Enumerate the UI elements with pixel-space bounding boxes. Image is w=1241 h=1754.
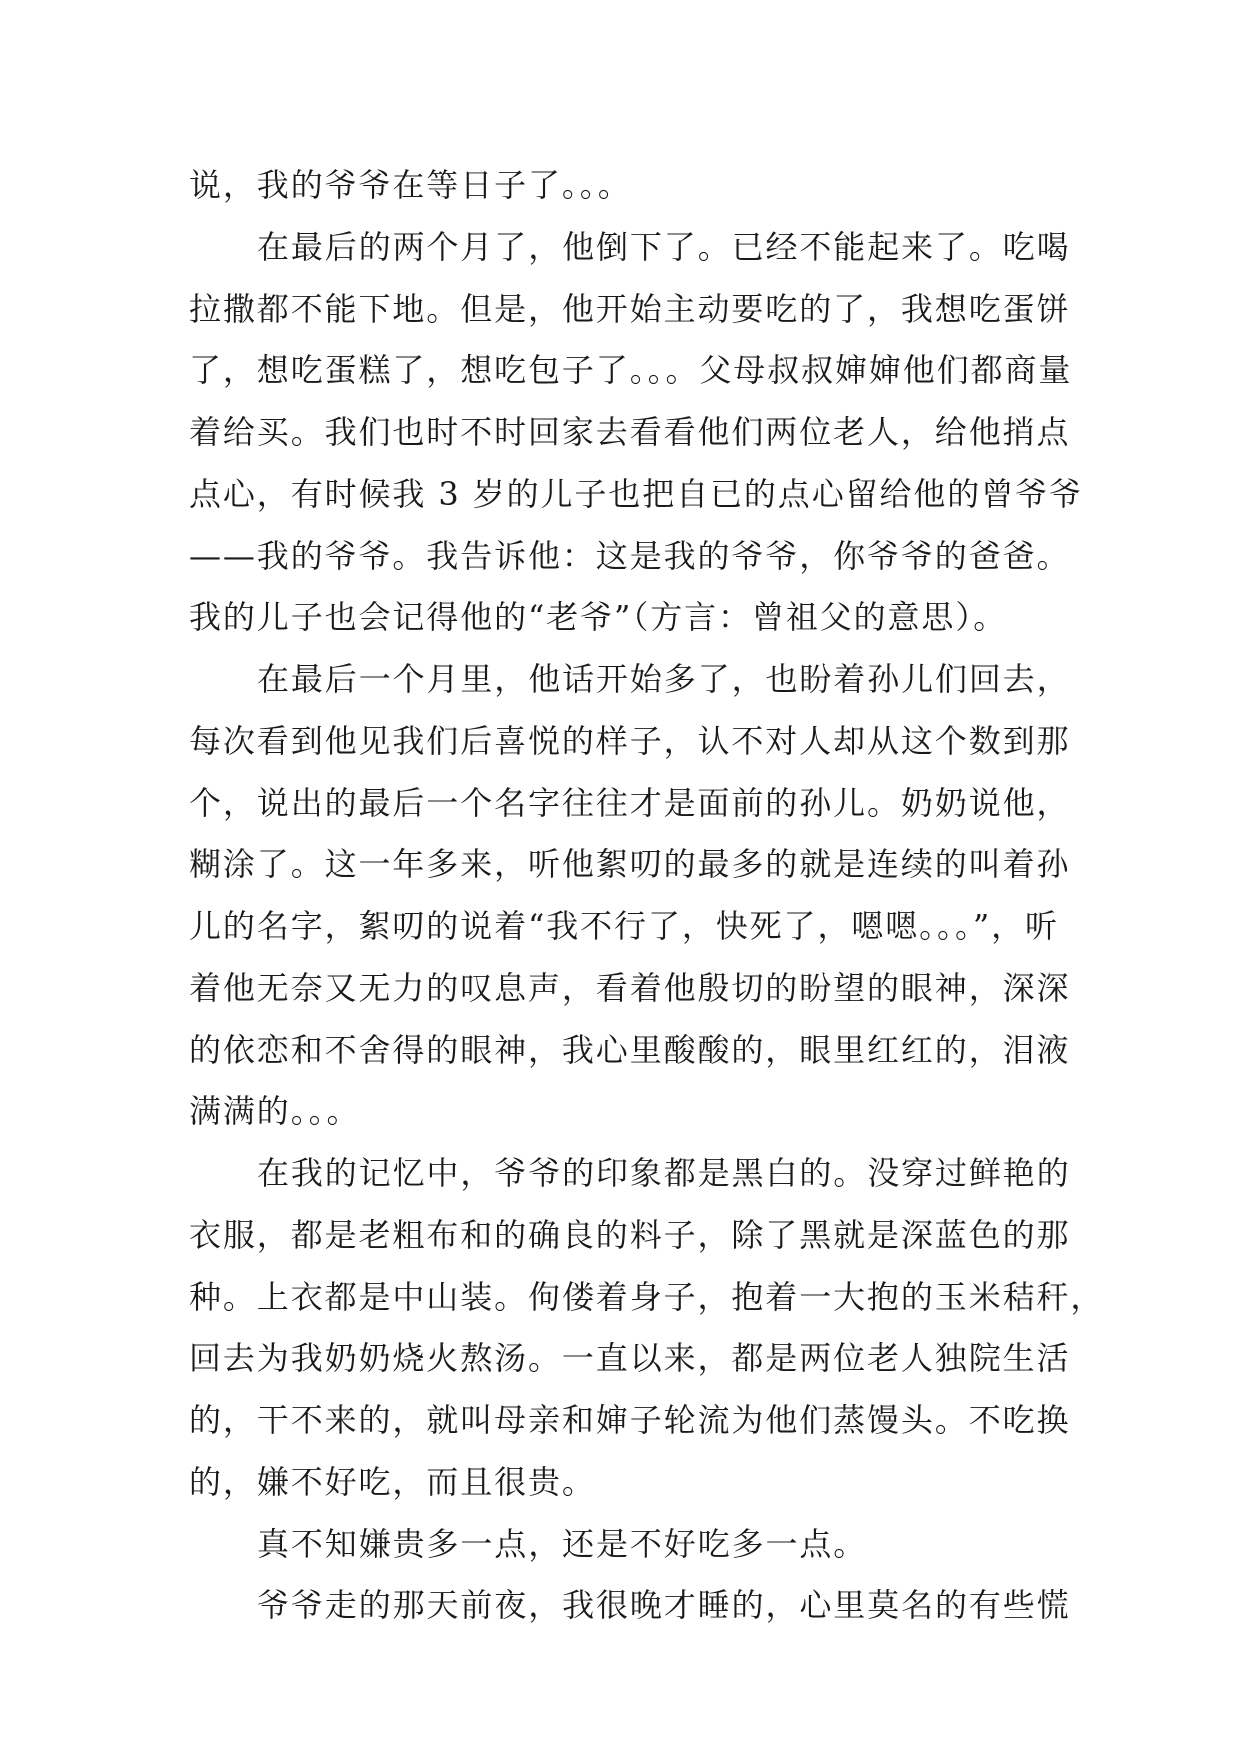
text-line: ——我的爷爷。我告诉他：这是我的爷爷，你爷爷的爸爸。 <box>189 536 1071 575</box>
text-line: 在我的记忆中，爷爷的印象都是黑白的。没穿过鲜艳的 <box>257 1154 1071 1192</box>
text-line: 每次看到他见我们后喜悦的样子，认不对人却从这个数到那 <box>189 721 1071 760</box>
text-line: 点心，有时候我 3 岁的儿子也把自已的点心留给他的曾爷爷 <box>189 474 1083 513</box>
text-line: 着给买。我们也时不时回家去看看他们两位老人，给他捎点 <box>189 413 1071 451</box>
text-line: 的，嫌不好吃，而且很贵。 <box>189 1462 596 1501</box>
text-line: 真不知嫌贵多一点，还是不好吃多一点。 <box>257 1524 868 1563</box>
text-line: 回去为我奶奶烧火熬汤。一直以来，都是两位老人独院生活 <box>189 1339 1071 1378</box>
text-line: 说，我的爷爷在等日子了。。。 <box>189 166 632 204</box>
text-line: 儿的名字，絮叨的说着“我不行了，快死了，嗯嗯。。。”，听 <box>189 907 1059 945</box>
text-line: 在最后一个月里，他话开始多了，也盼着孙儿们回去， <box>257 660 1071 698</box>
text-line: 拉撒都不能下地。但是，他开始主动要吃的了，我想吃蛋饼 <box>189 289 1071 328</box>
text-line: 了，想吃蛋糕了，想吃包子了。。。父母叔叔婶婶他们都商量 <box>189 351 1073 390</box>
text-line: 爷爷走的那天前夜，我很晚才睡的，心里莫名的有些慌 <box>257 1586 1071 1625</box>
text-line: 衣服，都是老粗布和的确良的料子，除了黑就是深蓝色的那 <box>189 1215 1071 1254</box>
document-body <box>189 155 1105 1637</box>
text-line: 的，干不来的，就叫母亲和婶子轮流为他们蒸馒头。不吃换 <box>189 1401 1071 1439</box>
text-line: 种。上衣都是中山装。佝偻着身子，抱着一大抱的玉米秸秆， <box>189 1277 1105 1316</box>
text-line: 着他无奈又无力的叹息声，看着他殷切的盼望的眼神，深深 <box>189 968 1071 1007</box>
text-line: 满满的。。。 <box>189 1092 361 1131</box>
text-line: 在最后的两个月了，他倒下了。已经不能起来了。吃喝 <box>257 227 1071 266</box>
text-line: 的依恋和不舍得的眼神，我心里酸酸的，眼里红红的，泪液 <box>189 1030 1071 1069</box>
text-line: 我的儿子也会记得他的“老爷”（方言：曾祖父的意思）。 <box>189 598 1008 637</box>
text-line: 个，说出的最后一个名字往往才是面前的孙儿。奶奶说他， <box>189 783 1071 822</box>
text-line: 糊涂了。这一年多来，听他絮叨的最多的就是连续的叫着孙 <box>189 845 1071 884</box>
